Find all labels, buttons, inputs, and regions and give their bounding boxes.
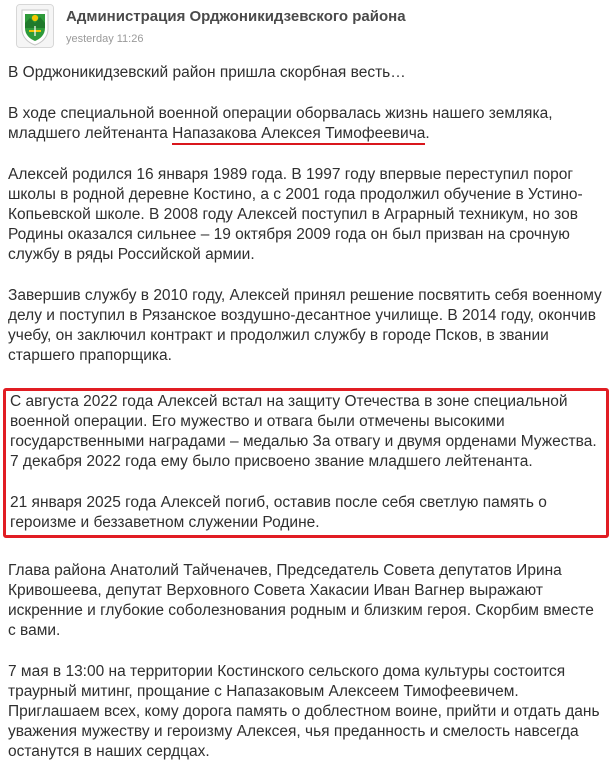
paragraph-2 [8,104,604,144]
post-author[interactable]: Администрация Орджоникидзевского района [66,8,406,25]
paragraph-5: С августа 2022 года Алексей встал на защиту Отечества в зоне специальной военной операции. Его мужество и отвага были отмечены высокими государственными наградами – медалью За отвагу и двумя орденами Мужества. 7 декабря 2022 года ему было присвоено звание младшего лейтенанта. [10,393,597,470]
post-header [0,0,613,52]
paragraph-8: 7 мая в 13:00 на территории Костинского сельского дома культуры состоится траурный митинг, прощание с Напазаковым Алексеем Тимофеевичем. Приглашаем всех, кому дорога память о доблестном воине, прийти и отдать дань уважения мужеству и героизму Алексея, чья преданность и смелость навсегда останутся в наших сердцах. [8,663,600,760]
paragraph-1: В Орджоникидзевский район пришла скорбная весть… [8,64,406,81]
paragraph-4: Завершив службу в 2010 году, Алексей принял решение посвятить себя военному делу и поступил в Рязанское воздушно-десантное училище. В 2014 году, окончив учебу, он заключил контракт и продолжил службу в городе Псков, в звании старшего прапорщика. [8,287,602,364]
paragraph-7: Глава района Анатолий Тайченачев, Председатель Совета депутатов Ирина Кривошеева, депутат Верховного Совета Хакасии Иван Вагнер выражают искренние и глубокие соболезнования родным и близким героя. Скорбим вместе с вами. [8,562,594,639]
post-content [8,63,604,783]
highlighted-section [3,388,609,538]
paragraph-2-prefix: В ходе специальной военной операции оборвалась жизнь нашего земляка, младшего лейтенанта [8,105,553,142]
paragraph-2-suffix: . [425,125,430,142]
paragraph-3: Алексей родился 16 января 1989 года. В 1997 году впервые переступил порог школы в родной деревне Костино, а с 2001 года продолжил обучение в Устино-Копьевской школе. В 2008 году Алексей поступил в Аграрный техникум, но зов Родины оказался сильнее – 19 октября 2009 года он был призван на срочную службу в ряды Российской армии. [8,166,583,263]
post-timestamp[interactable]: yesterday 11:26 [66,33,144,45]
paragraph-6: 21 января 2025 года Алексей погиб, оставив после себя светлую память о героизме и беззаветном служении Родине. [10,494,547,531]
author-avatar[interactable] [16,4,54,48]
hero-name-underlined: Напазакова Алексея Тимофеевича [172,125,425,145]
district-coat-of-arms-icon [17,5,53,47]
